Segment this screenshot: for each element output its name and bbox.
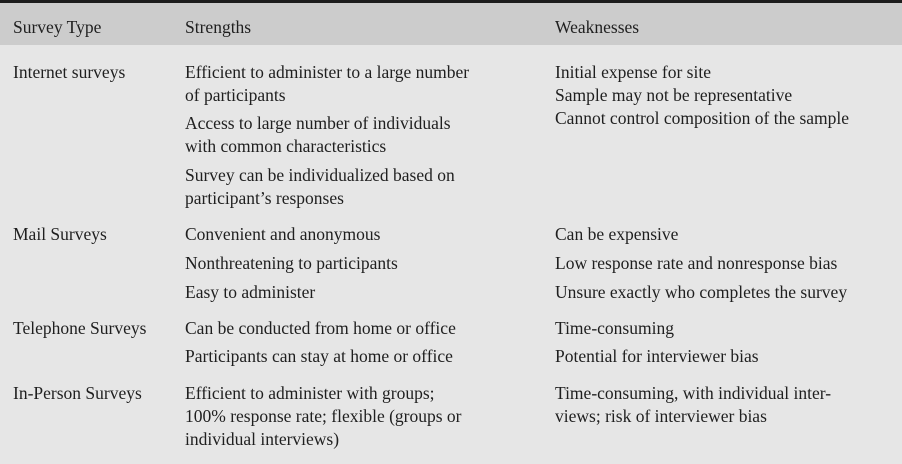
row-mail-weakness-line: Unsure exactly who completes the survey [555,282,848,302]
row-in-person-weakness-line: Time-consuming, with individual inter- [555,383,832,403]
row-internet-weakness-line: Sample may not be representative [555,85,793,105]
row-mail-type: Mail Surveys [13,224,107,244]
row-telephone-type: Telephone Surveys [13,318,147,338]
header-weaknesses: Weaknesses [555,17,640,37]
row-telephone-strength-line: Can be conducted from home or office [185,318,456,338]
header-row-background [0,3,902,45]
row-telephone-weakness-line: Time-consuming [555,318,674,338]
header-strengths: Strengths [185,17,252,37]
row-telephone-weakness-line: Potential for interviewer bias [555,346,759,366]
row-mail-weakness-line: Can be expensive [555,224,679,244]
row-internet-strength-line: Efficient to administer to a large number [185,62,470,82]
row-internet-weakness-line: Cannot control composition of the sample [555,108,850,128]
row-in-person-strength-line: Efficient to administer with groups; [185,383,435,403]
row-in-person-strength-line: individual interviews) [185,429,340,449]
row-in-person-type: In-Person Surveys [13,383,142,403]
row-mail-weakness-line: Low response rate and nonresponse bias [555,253,838,273]
row-in-person-weakness-line: views; risk of interviewer bias [555,406,767,426]
row-internet-strength-line: with common characteristics [185,136,387,156]
row-internet-weakness-line: Initial expense for site [555,62,711,82]
row-internet-strength-line: Access to large number of individuals [185,113,451,133]
row-mail-strength-line: Convenient and anonymous [185,224,381,244]
row-internet-strength-line: of participants [185,85,286,105]
row-mail-strength-line: Easy to administer [185,282,316,302]
row-mail-strength-line: Nonthreatening to participants [185,253,398,273]
row-internet-strength-line: Survey can be individualized based on [185,165,455,185]
row-internet-strength-line: participant’s responses [185,188,344,208]
row-telephone-strength-line: Participants can stay at home or office [185,346,453,366]
row-in-person-strength-line: 100% response rate; flexible (groups or [185,406,462,426]
row-internet-type: Internet surveys [13,62,126,82]
header-survey-type: Survey Type [13,17,102,37]
